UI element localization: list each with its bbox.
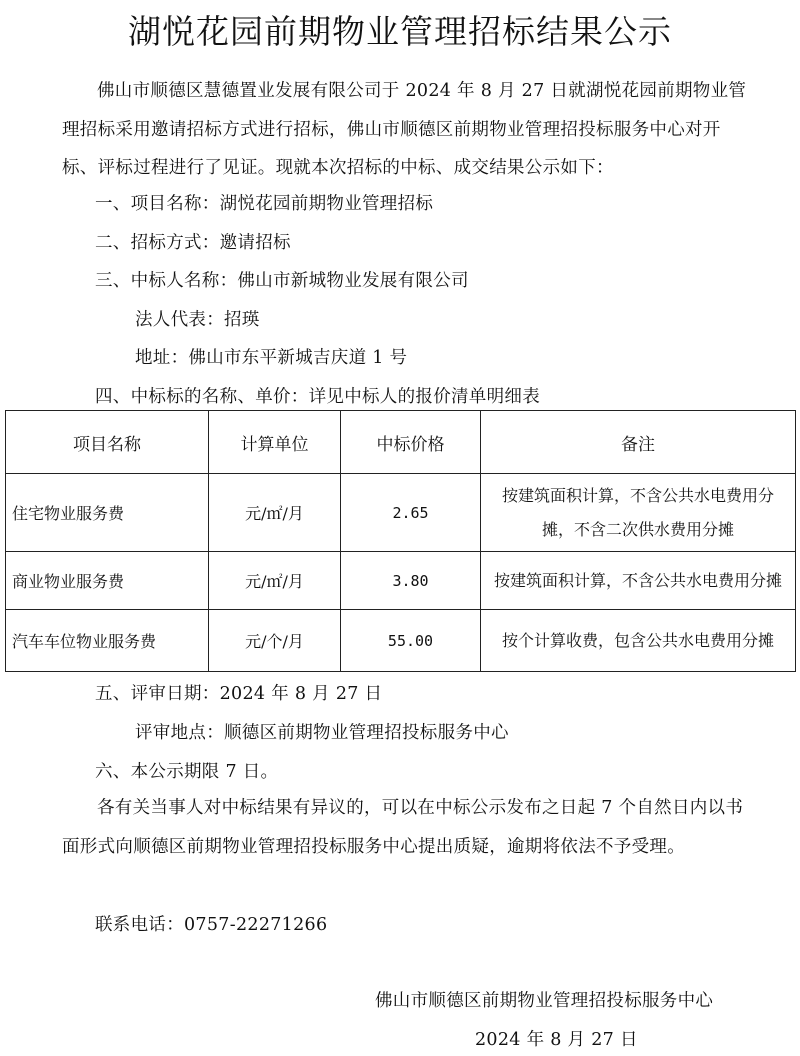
row-name: 商业物业服务费 — [6, 552, 209, 610]
row-price: 3.80 — [341, 552, 481, 610]
period-line: 六、本公示期限 7 日。 — [95, 762, 279, 782]
signature-date: 2024 年 8 月 27 日 — [475, 1030, 638, 1050]
row-price: 2.65 — [341, 474, 481, 552]
row-price: 55.00 — [341, 610, 481, 672]
row-name: 住宅物业服务费 — [6, 474, 209, 552]
header-price: 中标价格 — [341, 411, 481, 474]
row-note: 按建筑面积计算，不含公共水电费用分摊，不含二次供水费用分摊 — [481, 474, 796, 552]
intro-paragraph: 佛山市顺德区慧德置业发展有限公司于 2024 年 8 月 27 日就湖悦花园前期物业管理招标采用邀请招标方式进行招标，佛山市顺德区前期物业管理招投标服务中心对开标、评标过程进行了见证。现就本次招标的中标、成交结果公示如下： — [62, 81, 747, 178]
legal-rep-line: 法人代表：招瑛 — [135, 310, 260, 330]
bid-result-table — [5, 410, 796, 672]
table-row — [6, 552, 796, 610]
signature-org: 佛山市顺德区前期物业管理招投标服务中心 — [375, 991, 714, 1011]
review-date-line: 五、评审日期：2024 年 8 月 27 日 — [95, 684, 383, 704]
price-heading-line: 四、中标标的名称、单价：详见中标人的报价清单明细表 — [95, 387, 540, 407]
table-row — [6, 610, 796, 672]
winner-line: 三、中标人名称：佛山市新城物业发展有限公司 — [95, 271, 469, 291]
project-name-line: 一、项目名称：湖悦花园前期物业管理招标 — [95, 194, 434, 214]
table-header-row — [6, 411, 796, 474]
header-item-name: 项目名称 — [6, 411, 209, 474]
row-note: 按建筑面积计算，不含公共水电费用分摊 — [481, 552, 796, 610]
contact-line: 联系电话：0757-22271266 — [95, 915, 328, 935]
row-unit: 元/㎡/月 — [209, 474, 341, 552]
header-note: 备注 — [481, 411, 796, 474]
review-place-line: 评审地点：顺德区前期物业管理招投标服务中心 — [135, 723, 509, 743]
header-unit: 计算单位 — [209, 411, 341, 474]
row-unit: 元/个/月 — [209, 610, 341, 672]
table-row — [6, 474, 796, 552]
bid-method-line: 二、招标方式：邀请招标 — [95, 233, 291, 253]
page-title: 湖悦花园前期物业管理招标结果公示 — [128, 12, 672, 51]
row-note: 按个计算收费，包含公共水电费用分摊 — [481, 610, 796, 672]
row-unit: 元/㎡/月 — [209, 552, 341, 610]
address-line: 地址：佛山市东平新城吉庆道 1 号 — [135, 348, 408, 368]
objection-paragraph: 各有关当事人对中标结果有异议的，可以在中标公示发布之日起 7 个自然日内以书面形式向顺德区前期物业管理招投标服务中心提出质疑，逾期将依法不予受理。 — [62, 798, 744, 857]
row-name: 汽车车位物业服务费 — [6, 610, 209, 672]
